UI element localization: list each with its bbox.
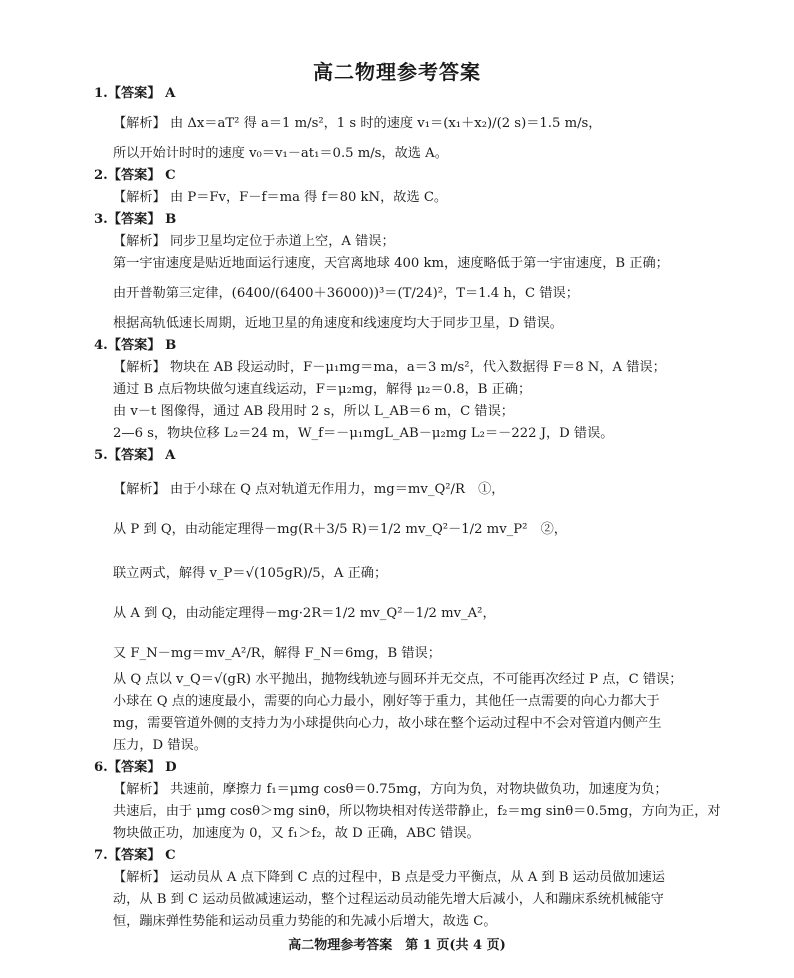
q3-explain-1: 【解析】 同步卫星均定位于赤道上空，A 错误； xyxy=(113,234,395,249)
q5-explain-3: 联立两式，解得 v_P＝√(105gR)/5，A 正确； xyxy=(113,566,388,581)
q1-explain-1: 【解析】 由 Δx＝aT² 得 a＝1 m/s²，1 s 时的速度 v₁＝(x₁＋x₂)/(2 s)＝1.5 m/s， xyxy=(113,116,602,131)
q2-answer: 2.【答案】 C xyxy=(94,168,176,183)
q3-explain-4: 根据高轨低速长周期，近地卫星的角速度和线速度均大于同步卫星，D 错误。 xyxy=(113,316,563,331)
q4-answer: 4.【答案】 B xyxy=(94,338,177,353)
q5-answer: 5.【答案】 A xyxy=(94,448,176,463)
q3-explain-2: 第一宇宙速度是贴近地面运行速度，天宫离地球 400 km，速度略低于第一宇宙速度，B 正确； xyxy=(113,256,669,271)
q6-answer: 6.【答案】 D xyxy=(94,760,177,775)
page-footer: 高二物理参考答案 第 1 页(共 4 页) xyxy=(288,938,506,953)
q6-explain-1: 【解析】 共速前，摩擦力 f₁＝μmg cosθ＝0.75mg，方向为负，对物块做负功，加速度为负； xyxy=(113,782,668,797)
q5-explain-4: 从 A 到 Q，由动能定理得－mg·2R＝1/2 mv_Q²－1/2 mv_A²， xyxy=(113,606,496,621)
page-title: 高二物理参考答案 xyxy=(313,60,481,84)
q5-explain-7: 小球在 Q 点的速度最小，需要的向心力最小，刚好等于重力，其他任一点需要的向心力都大于 xyxy=(113,694,660,709)
q5-explain-9: 压力，D 错误。 xyxy=(113,738,207,753)
q3-answer: 3.【答案】 B xyxy=(94,212,177,227)
q1-explain-2: 所以开始计时时的速度 v₀＝v₁－at₁＝0.5 m/s，故选 A。 xyxy=(113,146,448,161)
q3-explain-3: 由开普勒第三定律，(6400/(6400＋36000))³＝(T/24)²，T＝1.4 h，C 错误； xyxy=(113,286,579,301)
q4-explain-4: 2—6 s，物块位移 L₂＝24 m，W_f＝－μ₁mgL_AB－μ₂mg L₂＝－222 J，D 错误。 xyxy=(113,426,614,441)
q4-explain-1: 【解析】 物块在 AB 段运动时，F－μ₁mg＝ma，a＝3 m/s²，代入数据得 F＝8 N，A 错误； xyxy=(113,360,666,375)
q2-explain-1: 【解析】 由 P＝Fv，F－f＝ma 得 f＝80 kN，故选 C。 xyxy=(113,190,448,205)
q4-explain-3: 由 v－t 图像得，通过 AB 段用时 2 s，所以 L_AB＝6 m，C 错误； xyxy=(113,404,514,419)
q5-explain-2: 从 P 到 Q，由动能定理得－mg(R＋3/5 R)＝1/2 mv_Q²－1/2 mv_P² ②， xyxy=(113,522,567,537)
q6-explain-3: 物块做正功，加速度为 0，又 f₁＞f₂，故 D 正确，ABC 错误。 xyxy=(113,826,480,841)
q4-explain-2: 通过 B 点后物块做匀速直线运动，F＝μ₂mg，解得 μ₂＝0.8，B 正确； xyxy=(113,382,532,397)
q6-explain-2: 共速后，由于 μmg cosθ＞mg sinθ，所以物块相对传送带静止，f₂＝mg sinθ＝0.5mg，方向为正，对 xyxy=(113,804,721,819)
q1-answer: 1.【答案】 A xyxy=(94,86,176,101)
q7-answer: 7.【答案】 C xyxy=(94,848,176,863)
q7-explain-3: 恒，蹦床弹性势能和运动员重力势能的和先减小后增大，故选 C。 xyxy=(113,914,497,929)
q5-explain-8: mg，需要管道外侧的支持力为小球提供向心力，故小球在整个运动过程中不会对管道内侧产生 xyxy=(113,716,662,731)
q5-explain-1: 【解析】 由于小球在 Q 点对轨道无作用力，mg＝mv_Q²/R ①， xyxy=(113,482,505,497)
q7-explain-1: 【解析】 运动员从 A 点下降到 C 点的过程中，B 点是受力平衡点，从 A 到 B 运动员做加速运 xyxy=(113,870,665,885)
q5-explain-5: 又 F_N－mg＝mv_A²/R，解得 F_N＝6mg，B 错误； xyxy=(113,646,441,661)
q7-explain-2: 动，从 B 到 C 运动员做减速运动，整个过程运动员动能先增大后减小，人和蹦床系统机械能守 xyxy=(113,892,664,907)
q5-explain-6: 从 Q 点以 v_Q＝√(gR) 水平抛出，抛物线轨迹与圆环并无交点，不可能再次经过 P 点，C 错误； xyxy=(113,672,683,687)
